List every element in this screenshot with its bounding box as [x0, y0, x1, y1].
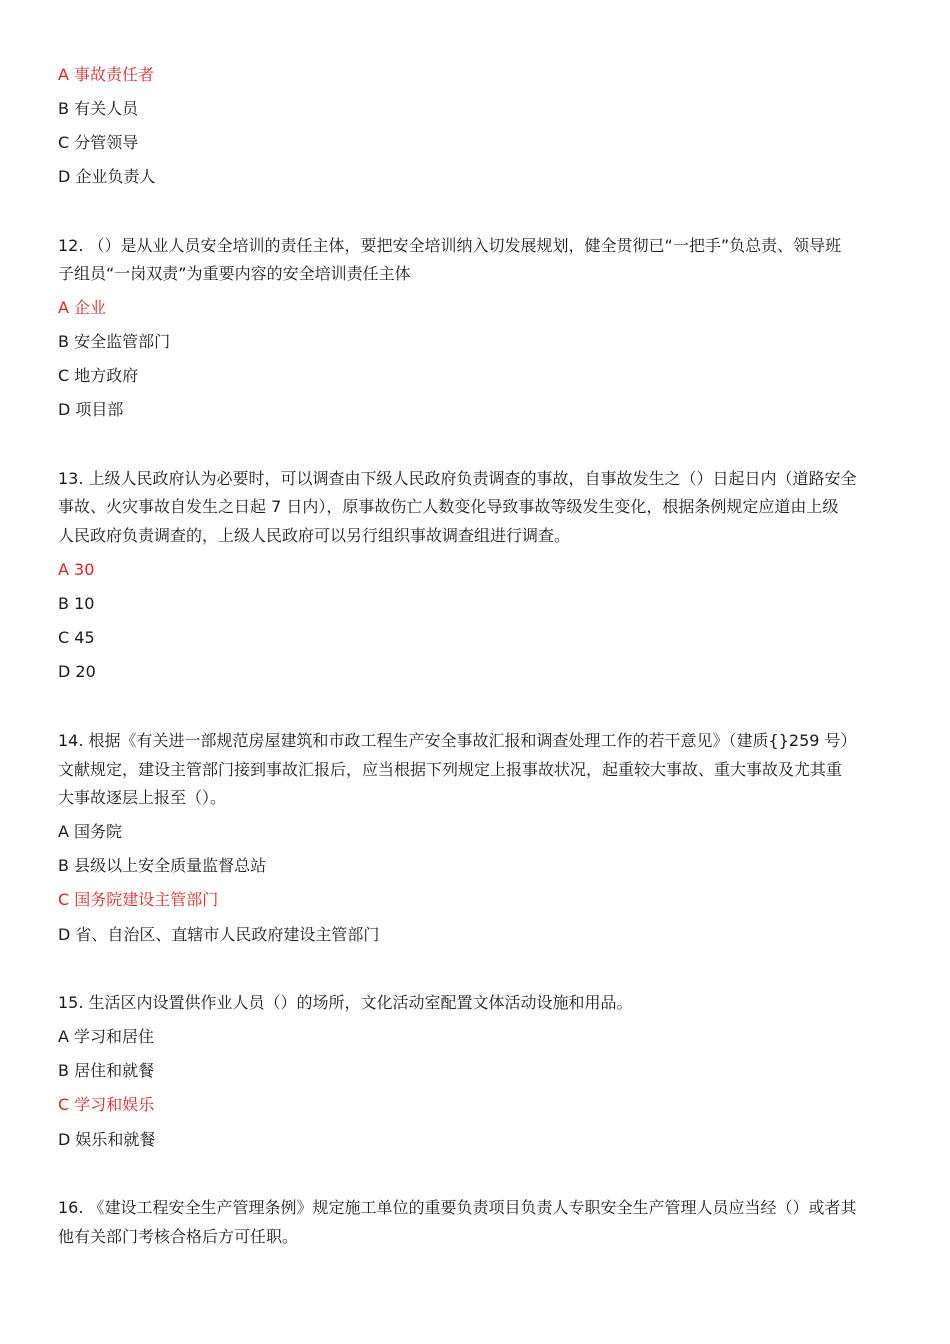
q11-option-a-answer: A 事故责任者 — [58, 65, 155, 84]
q14-option-d: D 省、自治区、直辖市人民政府建设主管部门 — [58, 925, 380, 944]
q11-option-d: D 企业负责人 — [58, 167, 156, 186]
q14-question-line: 文献规定，建设主管部门接到事故汇报后，应当根据下列规定上报事故状况，起重较大事故、重大事故及尤其重 — [58, 760, 843, 779]
q12-option-c: C 地方政府 — [58, 366, 139, 385]
q15-question-line: 15. 生活区内设置供作业人员（）的场所，文化活动室配置文体活动设施和用品。 — [58, 993, 633, 1012]
q15-option-c-answer: C 学习和娱乐 — [58, 1095, 155, 1114]
q12-option-a-answer: A 企业 — [58, 298, 107, 317]
q15-option-b: B 居住和就餐 — [58, 1061, 155, 1080]
q13-option-d: D 20 — [58, 662, 96, 681]
q13-question-line: 事故、火灾事故自发生之日起 7 日内），原事故伤亡人数变化导致事故等级发生变化，根据条例规定应道由上级 — [58, 497, 839, 516]
q11-option-c: C 分管领导 — [58, 133, 139, 152]
q16-question-line: 他有关部门考核合格后方可任职。 — [58, 1227, 299, 1246]
q13-question-line: 人民政府负责调查的，上级人民政府可以另行组织事故调查组进行调查。 — [58, 526, 571, 545]
q12-question-line: 12. （）是从业人员安全培训的责任主体，要把安全培训纳入切发展规划，健全贯彻已“一把手”负总责、领导班 — [58, 236, 842, 255]
q15-option-a: A 学习和居住 — [58, 1027, 155, 1046]
q12-option-b: B 安全监管部门 — [58, 332, 171, 351]
q14-option-a: A 国务院 — [58, 822, 123, 841]
q12-question-line: 子组员“一岗双责”为重要内容的安全培训责任主体 — [58, 264, 411, 283]
q14-option-c-answer: C 国务院建设主管部门 — [58, 890, 219, 909]
q16-question-line: 16. 《建设工程安全生产管理条例》规定施工单位的重要负责项目负责人专职安全生产管理人员应当经（）或者其 — [58, 1198, 857, 1217]
q13-option-b: B 10 — [58, 594, 95, 613]
q12-option-d: D 项目部 — [58, 400, 124, 419]
q15-option-d: D 娱乐和就餐 — [58, 1130, 156, 1149]
q14-option-b: B 县级以上安全质量监督总站 — [58, 856, 267, 875]
q14-question-line: 大事故逐层上报至（）。 — [58, 788, 227, 807]
q11-option-b: B 有关人员 — [58, 99, 139, 118]
q13-option-a-answer: A 30 — [58, 560, 95, 579]
q14-question-line: 14. 根据《有关进一部规范房屋建筑和市政工程生产安全事故汇报和调查处理工作的若干意见》（建质{}259 号） — [58, 731, 857, 750]
q13-question-line: 13. 上级人民政府认为必要时，可以调查由下级人民政府负责调查的事故，自事故发生之（）日起日内（道路安全 — [58, 469, 857, 488]
q13-option-c: C 45 — [58, 628, 95, 647]
